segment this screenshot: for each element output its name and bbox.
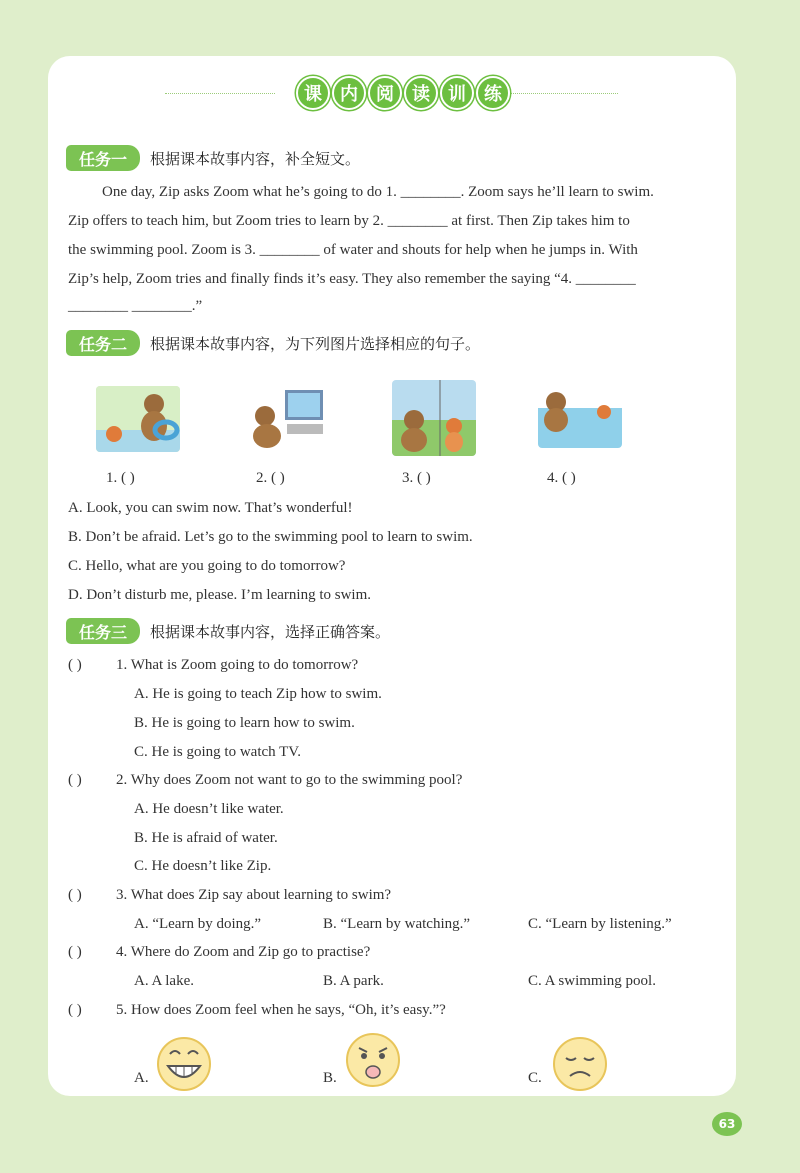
q2-question: 2. Why does Zoom not want to go to the swimming pool? bbox=[116, 772, 463, 788]
q2-option-c: C. He doesn’t like Zip. bbox=[134, 858, 272, 874]
option-c: C. Hello, what are you going to do tomorrow? bbox=[68, 558, 346, 574]
q1-answer-bracket[interactable]: ( ) bbox=[68, 657, 82, 673]
picture-2-zoom-watching-tv bbox=[243, 386, 327, 452]
q5-question: 5. How does Zoom feel when he says, “Oh, it’s easy.”? bbox=[116, 1002, 446, 1018]
task1-title: 根据课本故事内容，补全短文。 bbox=[150, 150, 361, 168]
title-char: 读 bbox=[404, 76, 438, 110]
task1-passage-line: One day, Zip asks Zoom what he’s going to do 1. ________. Zoom says he’ll learn to swim. bbox=[102, 184, 654, 200]
q3-option-a: A. “Learn by doing.” bbox=[134, 916, 262, 932]
picture-1-answer[interactable]: 1. ( ) bbox=[106, 470, 135, 486]
title-char: 内 bbox=[332, 76, 366, 110]
task1-badge: 任务一 bbox=[66, 145, 140, 171]
worksheet-card bbox=[48, 56, 736, 1096]
q2-option-b: B. He is afraid of water. bbox=[134, 830, 278, 846]
title-char: 阅 bbox=[368, 76, 402, 110]
page-title bbox=[296, 76, 510, 110]
picture-4-zoom-in-pool bbox=[538, 386, 622, 448]
q1-option-a: A. He is going to teach Zip how to swim. bbox=[134, 686, 382, 702]
picture-1-zoom-with-float bbox=[96, 386, 180, 452]
option-a: A. Look, you can swim now. That’s wonderful! bbox=[68, 500, 353, 516]
q2-option-a: A. He doesn’t like water. bbox=[134, 801, 284, 817]
q5-option-c-label: C. bbox=[528, 1070, 542, 1086]
title-char: 训 bbox=[440, 76, 474, 110]
task3-title: 根据课本故事内容，选择正确答案。 bbox=[150, 623, 391, 641]
task1-passage-line: ________ ________.” bbox=[68, 298, 203, 314]
q5-answer-bracket[interactable]: ( ) bbox=[68, 1002, 82, 1018]
picture-4-answer[interactable]: 4. ( ) bbox=[547, 470, 576, 486]
q2-answer-bracket[interactable]: ( ) bbox=[68, 772, 82, 788]
q4-answer-bracket[interactable]: ( ) bbox=[68, 944, 82, 960]
q3-answer-bracket[interactable]: ( ) bbox=[68, 887, 82, 903]
task1-passage-line: the swimming pool. Zoom is 3. ________ of water and shouts for help when he jumps in. With bbox=[68, 242, 638, 258]
task1-passage-line: Zip’s help, Zoom tries and finally finds it’s easy. They also remember the saying “4. ________ bbox=[68, 271, 636, 287]
q1-option-c: C. He is going to watch TV. bbox=[134, 744, 301, 760]
q4-option-c: C. A swimming pool. bbox=[528, 973, 656, 989]
scared-face-icon bbox=[345, 1032, 397, 1084]
task2-title: 根据课本故事内容，为下列图片选择相应的句子。 bbox=[150, 335, 481, 353]
title-char: 课 bbox=[296, 76, 330, 110]
header-divider-right bbox=[508, 93, 618, 94]
task1-passage-line: Zip offers to teach him, but Zoom tries to learn by 2. ________ at first. Then Zip takes him to bbox=[68, 213, 630, 229]
q5-option-b-label: B. bbox=[323, 1070, 337, 1086]
q1-question: 1. What is Zoom going to do tomorrow? bbox=[116, 657, 359, 673]
option-d: D. Don’t disturb me, please. I’m learning to swim. bbox=[68, 587, 372, 603]
task3-badge: 任务三 bbox=[66, 618, 140, 644]
happy-face-icon bbox=[156, 1036, 208, 1088]
picture-3-zoom-and-zip-talking bbox=[392, 380, 476, 456]
q3-question: 3. What does Zip say about learning to swim? bbox=[116, 887, 392, 903]
q5-option-a-label: A. bbox=[134, 1070, 149, 1086]
picture-2-answer[interactable]: 2. ( ) bbox=[256, 470, 285, 486]
q3-option-c: C. “Learn by listening.” bbox=[528, 916, 672, 932]
q4-question: 4. Where do Zoom and Zip go to practise? bbox=[116, 944, 371, 960]
page-number: 63 bbox=[712, 1112, 742, 1136]
q4-option-b: B. A park. bbox=[323, 973, 384, 989]
q3-option-b: B. “Learn by watching.” bbox=[323, 916, 471, 932]
task2-badge: 任务二 bbox=[66, 330, 140, 356]
option-b: B. Don’t be afraid. Let’s go to the swimming pool to learn to swim. bbox=[68, 529, 473, 545]
header-divider-left bbox=[165, 93, 275, 94]
q1-option-b: B. He is going to learn how to swim. bbox=[134, 715, 355, 731]
sad-face-icon bbox=[552, 1036, 604, 1088]
q4-option-a: A. A lake. bbox=[134, 973, 194, 989]
picture-3-answer[interactable]: 3. ( ) bbox=[402, 470, 431, 486]
title-char: 练 bbox=[476, 76, 510, 110]
